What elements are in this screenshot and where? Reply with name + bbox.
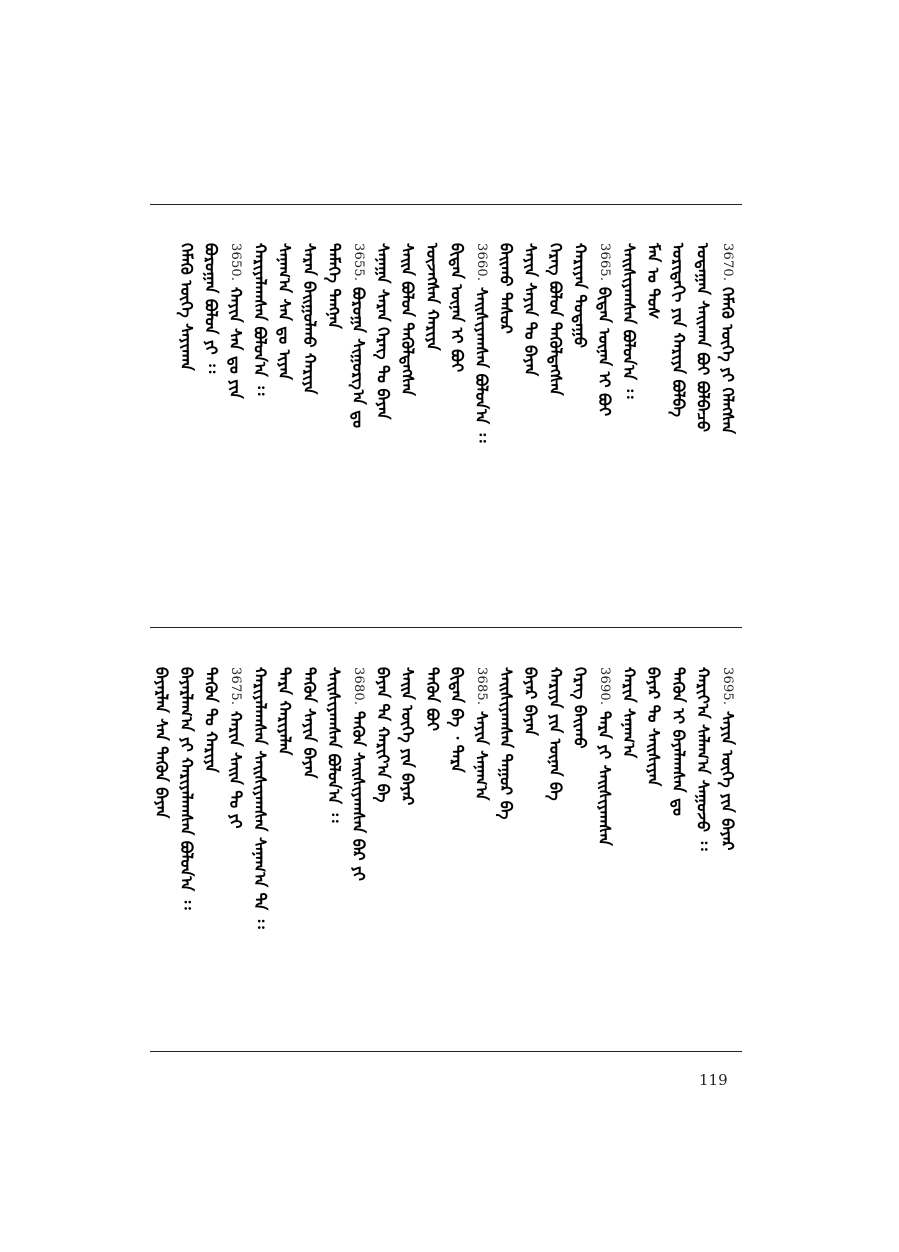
verse-column: [544, 243, 566, 396]
verse-line: ᠰᠠᠶᠢᠨ ᠰᠠᠶᠢᠨ ᠲᠤ ᠪᠠᠶᠠᠨ: [521, 243, 541, 377]
verse-column: [273, 243, 295, 380]
verse-column: [519, 243, 541, 376]
verse-line: ᠲᠡᠮᠡᠭᠡ ᠲᠠᠩᠨᠠᠨ: [324, 243, 344, 329]
verse-number: 3660.: [474, 243, 489, 282]
verse-column: [224, 243, 246, 399]
verse-line: ᠪᠢᠳᠡᠨ ᠦᠨᠡᠨ ᠢ ᠪᠤᠢ: [595, 287, 614, 417]
verse-line: ᠲᠡᠭᠦᠨ ᠢ ᠪᠠᠶᠠᠯᠠᠭᠰᠠᠨ ᠳᠤ: [668, 667, 688, 816]
verse-block-top: [150, 243, 742, 613]
verse-column: [175, 243, 197, 371]
verse-column: [667, 667, 689, 816]
verse-column: [470, 667, 492, 801]
verse-line: ᠲᠡᠭᠦᠨ ᠲᠤ ᠬᠠᠷᠢᠶᠠ: [201, 667, 221, 773]
verse-line: ᠮᠠᠨ ᠤ ᠲᠤᠰ: [644, 243, 664, 320]
verse-column: [298, 243, 320, 394]
verse-line: ᠪᠠᠶᠠᠷᠯᠠᠭ᠎ᠠ ᠶᠢ ᠬᠠᠷᠢᠶᠠᠯᠠᠭᠰᠠᠨ ᠪᠣᠯᠤᠨ᠎ᠠ ᠄᠄: [176, 667, 196, 910]
verse-line: ᠪᠠᠶᠠᠷ ᠲᠤ ᠰᠠᠢᠰᠢᠶᠠᠨ: [644, 667, 664, 787]
verse-column: [593, 243, 615, 416]
verse-column: [618, 243, 640, 398]
verse-column: [322, 667, 344, 822]
verse-line: ᠬᠠᠷᠢᠶᠠᠯᠠᠭᠰᠠᠨ ᠰᠠᠢᠰᠢᠶᠠᠭᠰᠠᠨ ᠰᠠᠨᠠᠭ᠎ᠠ ᠲᠡ ᠄᠄: [250, 667, 270, 929]
verse-line: ᠰᠠᠨᠠᠭ᠎ᠠ ᠰᠠᠨ ᠳᠤ ᠢᠶᠠᠨ: [275, 243, 295, 380]
verse-column: [470, 243, 492, 443]
verse-line: ᠬᠡᠮᠡᠬᠦ ᠦᠭᠡ ᠶᠢ ᠬᠡᠯᠡᠭᠰᠡᠨ: [718, 287, 737, 435]
verse-line: ᠬᠡᠮᠡᠬᠦ ᠦᠭᠡ ᠰᠠᠶᠢᠬᠠᠨ: [176, 243, 196, 371]
verse-line: ᠬᠡᠷᠡᠭ ᠪᠠᠢᠬᠤ: [570, 667, 590, 749]
verse-column: [642, 667, 664, 786]
verse-line: ᠤᠷᠢᠳᠠᠬᠢ ᠶᠢᠨ ᠬᠠᠷᠢᠶᠠ ᠪᠣᠯᠪᠠ: [668, 243, 688, 417]
verse-column: [642, 243, 664, 319]
verse-line: ᠪᠢᠳᠡᠨ ᠦᠨᠡᠨ ᠢ ᠪᠤᠢ: [447, 243, 467, 373]
verse-column: [249, 243, 271, 395]
verse-line: ᠪᠣᠷᠤᠭᠠᠨ ᠪᠣᠯᠤᠨ ᠶᠢ ᠄᠄: [201, 243, 221, 374]
verse-line: ᠬᠠᠷᠢᠶ᠎ᠠ ᠰᠠᠯᠠᠭ᠎ᠠ ᠰᠠᠭᠤᠵᠤ ᠄᠄: [693, 667, 713, 851]
verse-column: [667, 243, 689, 417]
verse-column: [568, 243, 590, 348]
verse-line: ᠬᠠᠷᠢᠶᠠ ᠶᠢᠨ ᠦᠨᠡᠨ ᠪᠠ: [545, 667, 565, 801]
verse-line: ᠰᠠᠶᠢᠨ ᠦᠭᠡ ᠶᠢᠨ ᠪᠠᠶᠠᠷ: [718, 711, 737, 851]
verse-column: [372, 667, 394, 803]
verse-line: ᠬᠡᠷᠡᠭ ᠪᠣᠯᠤᠨ ᠲᠡᠭᠦᠯᠳᠡᠭᠰᠡᠨ: [545, 243, 565, 396]
verse-number: 3670.: [720, 243, 735, 282]
verse-column: [396, 667, 418, 805]
verse-column: [150, 667, 172, 818]
verse-line: ᠬᠠᠷᠢᠶᠠᠨ ᠳᠤᠲᠠᠭᠤ: [570, 243, 590, 348]
verse-line: ᠲᠡᠷᠡ ᠬᠠᠷᠢᠶᠠᠯᠠᠨ: [275, 667, 295, 756]
verse-line: ᠪᠠᠶᠠᠨ ᠲᠡ ᠬᠠᠷᠢᠶ᠎ᠠ ᠪᠠ: [373, 667, 393, 803]
verse-line: ᠬᠠᠷᠢᠨ ᠰᠠᠢᠨ ᠲᠤ ᠶᠢ: [226, 711, 245, 829]
verse-column: [199, 667, 221, 773]
verse-line: ᠰᠠᠢᠰᠢᠶᠠᠭᠰᠠᠨ ᠪᠣᠯᠤᠨ᠎ᠠ ᠄᠄: [324, 667, 344, 823]
verse-line: ᠬᠠᠷᠢᠶᠠᠯᠠᠭᠰᠠᠨ ᠪᠣᠯᠤᠨ᠎ᠠ ᠄᠄: [250, 243, 270, 396]
verse-line: ᠰᠠᠷᠠᠨ ᠪᠠᠢᠭᠤᠯᠬᠤ ᠬᠠᠷᠢᠶᠠ: [299, 243, 319, 395]
verse-line: ᠪᠠᠢᠬᠤ ᠲᠠᠰᠤᠷ: [496, 243, 516, 334]
verse-line: ᠰᠠᠢᠰᠢᠶᠠᠭᠰᠠᠨ ᠪᠣᠯᠤᠨ᠎ᠠ ᠄᠄: [472, 287, 491, 443]
verse-column: [519, 667, 541, 736]
middle-rule: [150, 627, 742, 628]
verse-column: [273, 667, 295, 755]
page-number: 119: [699, 1071, 728, 1089]
verse-line: ᠰᠠᠢᠨ ᠪᠣᠯᠤᠨ ᠲᠡᠭᠦᠯᠳᠡᠭᠰᠡᠨ: [398, 243, 418, 396]
verse-line: ᠬᠠᠷᠢᠨ ᠰᠠᠨᠠᠭ᠎ᠠ: [619, 667, 639, 759]
verse-line: ᠦᠵᠡᠭᠰᠡᠨ ᠬᠠᠷᠢᠶᠠ: [422, 243, 442, 351]
verse-column: [347, 243, 369, 428]
verse-number: 3695.: [720, 667, 735, 706]
verse-column: [716, 243, 738, 434]
verse-column: [372, 243, 394, 419]
verse-column: [716, 667, 738, 851]
top-rule: [150, 204, 742, 205]
verse-column: [568, 667, 590, 749]
verse-column: [199, 243, 221, 373]
verse-line: ᠪᠠᠶᠠᠷᠯᠠᠨ ᠰᠠᠨ ᠲᠡᠭᠦᠨ ᠪᠠᠶᠠᠨ: [152, 667, 172, 819]
verse-line: ᠲᠡᠭᠦᠨ ᠪᠤᠢ: [422, 667, 442, 732]
verse-column: [618, 667, 640, 758]
verse-column: [593, 667, 615, 846]
verse-column: [249, 667, 271, 929]
verse-column: [224, 667, 246, 829]
verse-line: ᠲᠡᠭᠦᠨ ᠰᠠᠢᠰᠢᠶᠠᠭᠰᠠᠨ ᠪᠠᠷ ᠶᠢ: [349, 711, 368, 882]
verse-line: ᠬᠠᠶᠢᠨ ᠰᠠᠨ ᠳᠤ ᠶᠢᠨ: [226, 287, 245, 399]
verse-column: [298, 667, 320, 778]
verse-column: [445, 243, 467, 372]
verse-line: ᠪᠣᠷᠤᠭᠠ ᠰᠢᠭᠤᠷᠭ᠎ᠠ ᠳᠤ: [349, 287, 368, 429]
verse-number: 3675.: [228, 667, 243, 706]
verse-line: ᠲᠡᠷᠡ ᠶᠢ ᠰᠠᠢᠰᠢᠶᠠᠭᠰᠠᠨ: [595, 711, 614, 847]
verse-line: ᠲᠡᠭᠦᠨ ᠰᠠᠶᠢᠨ ᠪᠠᠶᠠᠨ: [299, 667, 319, 779]
verse-line: ᠰᠠᠶᠢᠨ ᠰᠠᠨᠠᠭ᠎ᠠ: [472, 711, 491, 801]
verse-column: [495, 243, 517, 334]
verse-number: 3650.: [228, 243, 243, 282]
verse-line: ᠤᠳᠠᠭᠠᠨ ᠰᠠᠢᠬᠠᠨ ᠪᠤᠢ ᠪᠣᠯᠪᠠᠴᠤ: [693, 243, 713, 433]
verse-column: [495, 667, 517, 819]
verse-number: 3680.: [351, 667, 366, 706]
verse-block-bottom: [150, 667, 742, 1037]
verse-column: [347, 667, 369, 881]
verse-number: 3690.: [597, 667, 612, 706]
verse-number: 3685.: [474, 667, 489, 706]
verse-line: ᠪᠠᠶᠠᠷ ᠪᠠᠶᠠᠨ: [521, 667, 541, 736]
verse-column: [445, 667, 467, 773]
verse-line: ᠰᠠᠢᠰᠢᠶᠠᠭᠰᠠᠨ ᠪᠣᠯᠤᠨ᠎ᠠ ᠄᠄: [619, 243, 639, 399]
verse-number: 3655.: [351, 243, 366, 282]
verse-line: ᠪᠢᠳᠡᠨ ᠪᠠ ᠂ ᠲᠡᠷᠡ: [447, 667, 467, 773]
verse-column: [544, 667, 566, 801]
verse-column: [421, 667, 443, 731]
verse-column: [175, 667, 197, 910]
verse-line: ᠰᠠᠢᠰᠢᠶᠠᠭᠰᠠᠨ ᠲᠠᠭᠤᠷ ᠪᠠ: [496, 667, 516, 820]
bottom-rule: [150, 1051, 742, 1052]
verse-column: [322, 243, 344, 329]
verse-line: ᠰᠠᠢᠨ ᠦᠭᠡ ᠶᠢᠨ ᠪᠠᠶᠠᠷ: [398, 667, 418, 806]
verse-line: ᠰᠠᠨᠠᠭᠠ ᠰᠠᠷᠠᠨ ᠬᠡᠷᠡᠭ ᠲᠤ ᠪᠠᠶᠠᠨ: [373, 243, 393, 420]
verse-number: 3665.: [597, 243, 612, 282]
verse-column: [691, 667, 713, 851]
verse-column: [691, 243, 713, 432]
verse-column: [421, 243, 443, 351]
verse-column: [396, 243, 418, 396]
